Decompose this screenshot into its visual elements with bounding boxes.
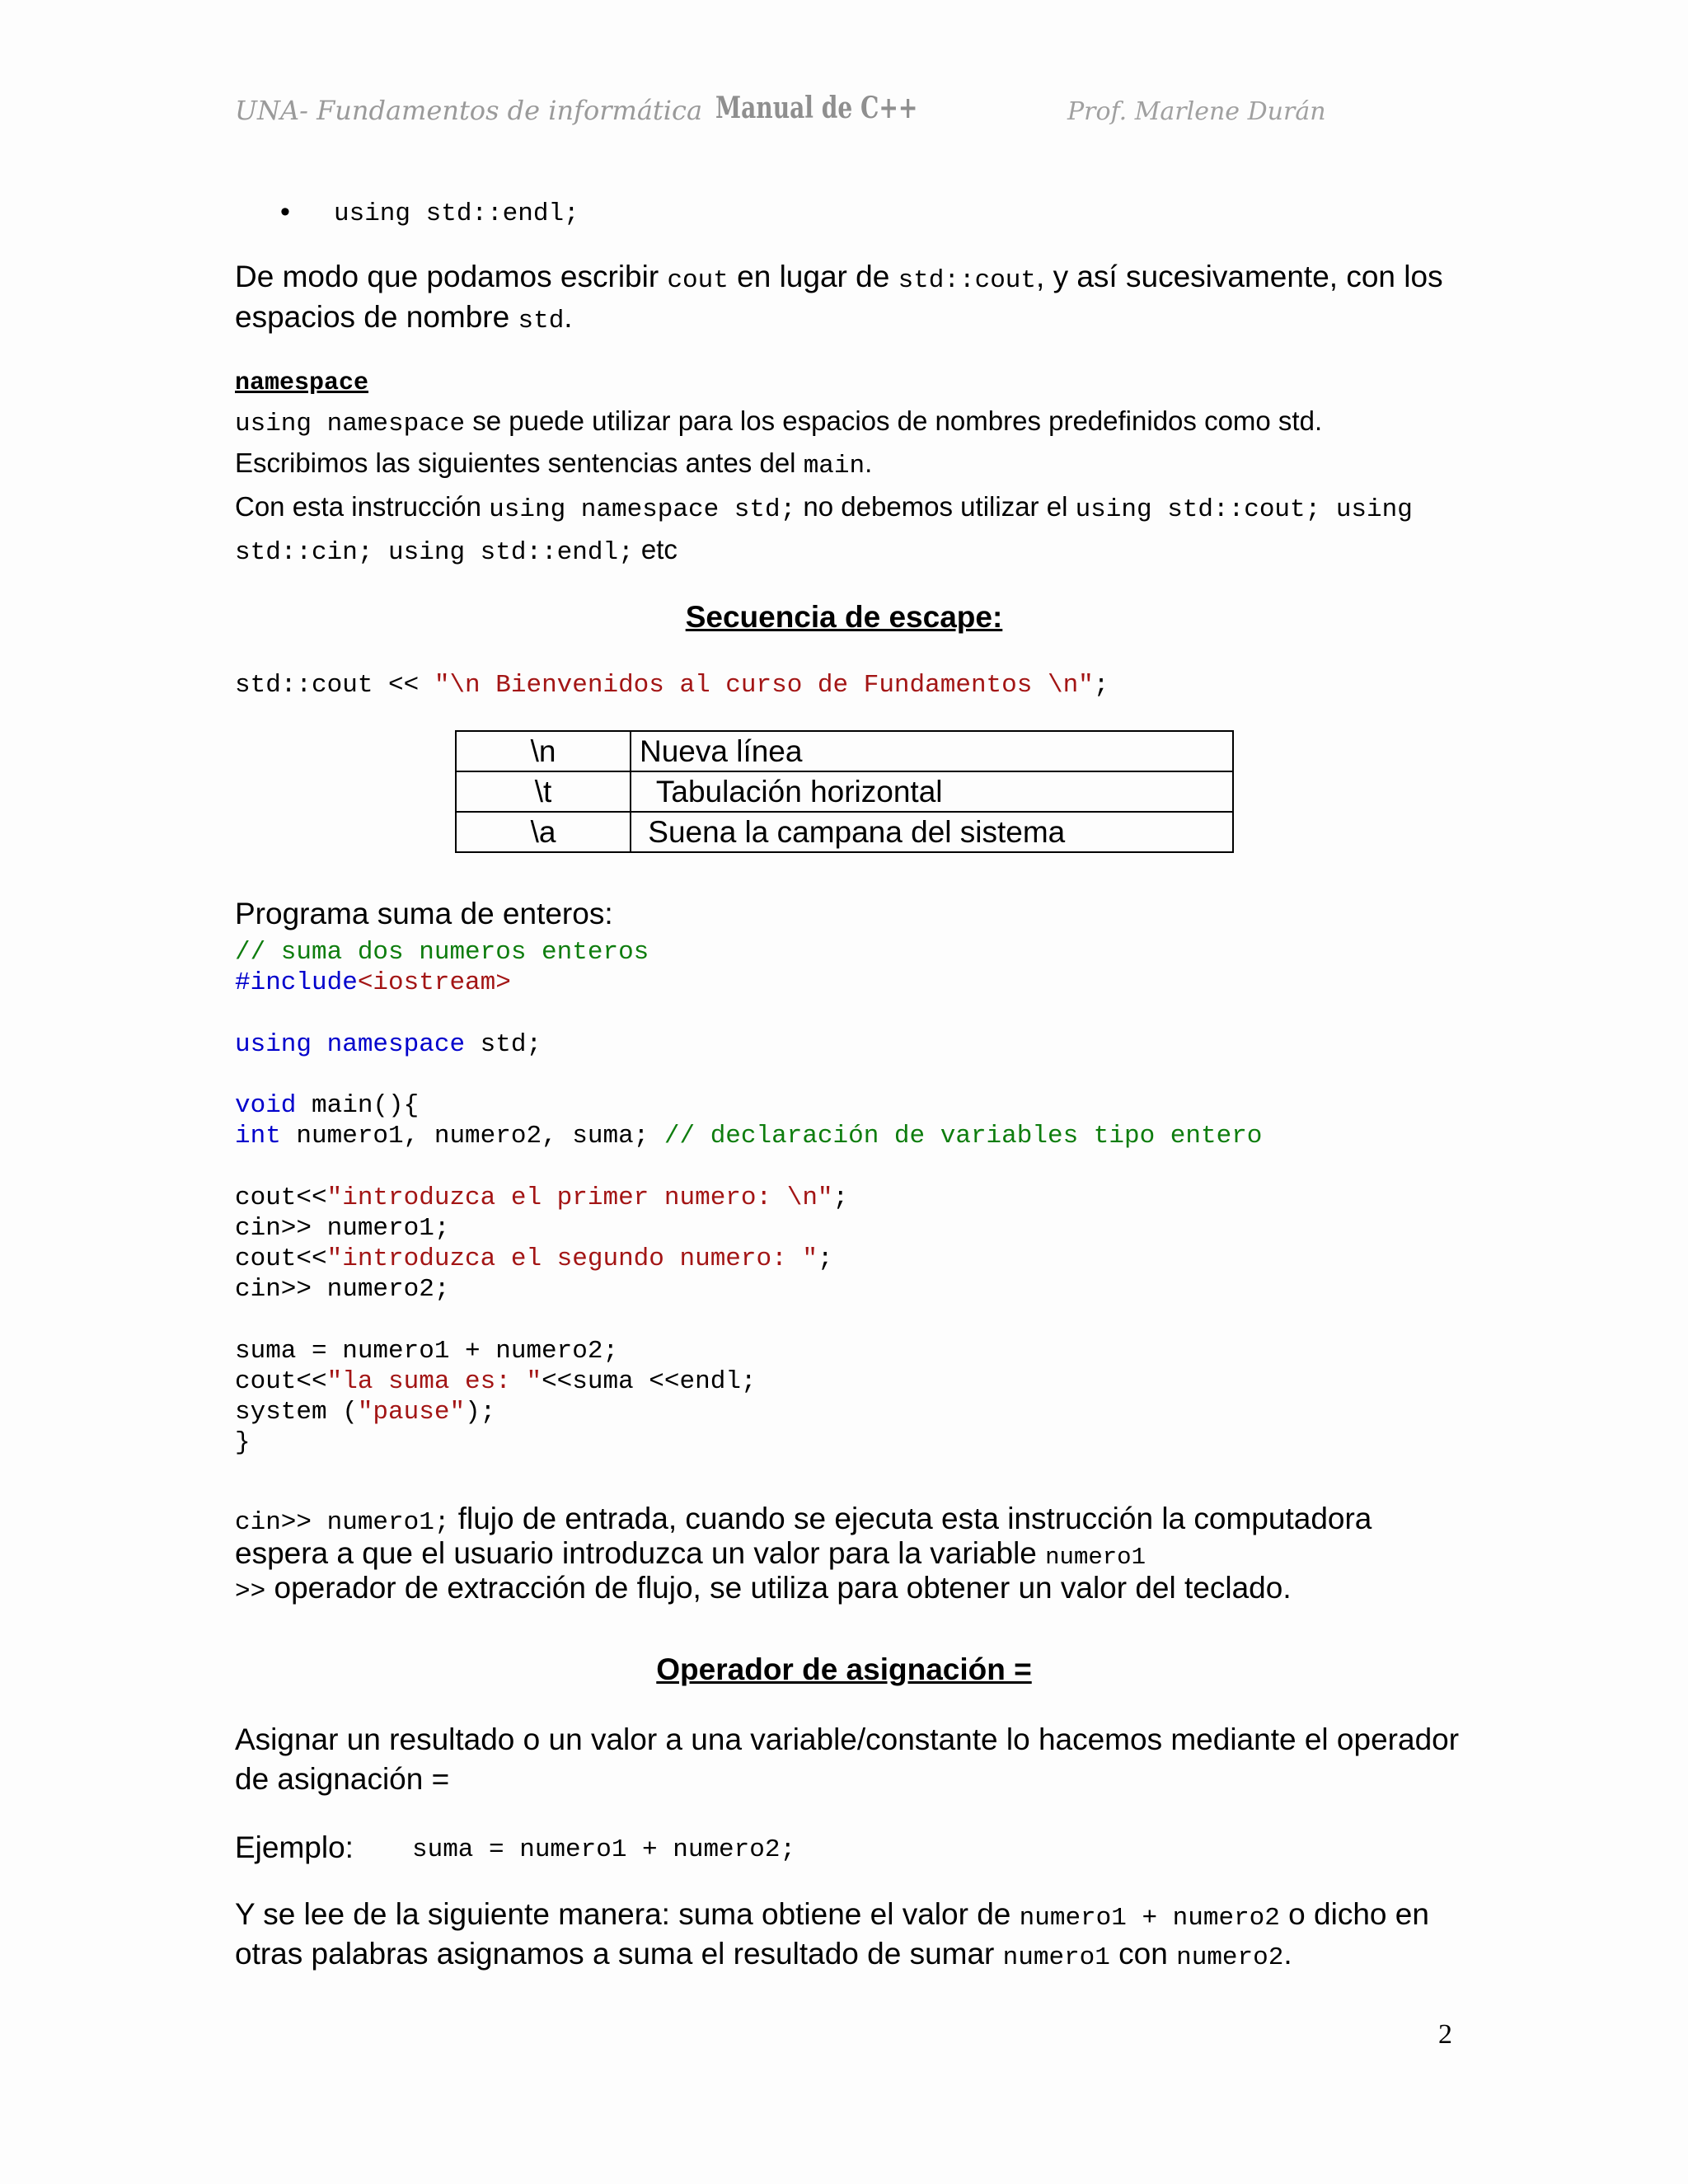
bullet-dot: • [280,196,290,227]
escape-example: std::cout << "\n Bienvenidos al curso de Fundamentos \n"; [235,671,1109,700]
explanation-line-3: >> operador de extracción de flujo, se utiliza para obtener un valor del teclado. [235,1571,1292,1606]
intro-line-2: espacios de nombre std. [235,300,573,335]
namespace-title: namespace [235,369,369,397]
code-cin-2: cin>> numero2; [235,1275,450,1304]
namespace-line-4: std::cin; using std::endl; etc [235,534,678,567]
assign-line-1: Asignar un resultado o un valor a una variable/constante lo hacemos mediante el operador [235,1722,1460,1756]
intro-line-1: De modo que podamos escribir cout en lugar de std::cout, y así sucesivamente, con los [235,260,1443,295]
table-row [456,771,1233,812]
code-cin-1: cin>> numero1; [235,1214,450,1243]
code-cout-1: cout<<"introduzca el primer numero: \n"; [235,1183,849,1212]
code-main: void main(){ [235,1091,420,1120]
header-left: UNA- Fundamentos de informática [235,95,703,126]
code-using: using namespace std; [235,1030,542,1059]
assign-line-3: Y se lee de la siguiente manera: suma obtiene el valor de numero1 + numero2 o dicho en [235,1897,1429,1933]
escape-heading: Secuencia de escape: [685,600,1003,634]
code-cout-2: cout<<"introduzca el segundo numero: "; [235,1244,833,1273]
namespace-line-3: Con esta instrucción using namespace std; no debemos utilizar el using std::cout; using [235,491,1413,524]
assign-line-4: otras palabras asignamos a suma el resultado de sumar numero1 con numero2. [235,1937,1292,1972]
page-number: 2 [1438,2019,1452,2050]
table-row [456,812,1233,852]
code-cout-3: cout<<"la suma es: "<<suma <<endl; [235,1367,757,1396]
explanation-line-1: cin>> numero1; flujo de entrada, cuando se ejecuta esta instrucción la computadora [235,1502,1372,1537]
escape-desc: Suena la campana del sistema [631,812,1233,852]
header-title: Manual de C++ [715,91,918,125]
assign-line-2: de asignación = [235,1762,450,1796]
escape-table [455,730,1234,853]
escape-desc: Tabulación horizontal [631,771,1233,812]
code-close: } [235,1428,251,1457]
table-row [456,731,1233,771]
code-system: system ("pause"); [235,1398,496,1427]
escape-seq: \t [456,771,631,812]
bullet-item: using std::endl; [334,199,579,228]
code-suma: suma = numero1 + numero2; [235,1337,619,1366]
code-comment: // suma dos numeros enteros [235,938,649,967]
assign-heading: Operador de asignación = [656,1652,1032,1686]
escape-seq: \a [456,812,631,852]
header-author: Prof. Marlene Durán [1067,97,1326,126]
example-code: suma = numero1 + numero2; [412,1835,796,1864]
explanation-line-2: espera a que el usuario introduzca un valor para la variable numero1 [235,1536,1146,1571]
code-int-decl: int numero1, numero2, suma; // declaración de variables tipo entero [235,1122,1263,1151]
code-include: #include<iostream> [235,968,511,997]
namespace-line-2: Escribimos las siguientes sentencias antes del main. [235,448,873,480]
escape-desc: Nueva línea [631,731,1233,771]
escape-seq: \n [456,731,631,771]
program-title: Programa suma de enteros: [235,897,613,930]
namespace-line-1: using namespace se puede utilizar para los espacios de nombres predefinidos como std. [235,405,1323,438]
example-label: Ejemplo: [235,1830,354,1864]
